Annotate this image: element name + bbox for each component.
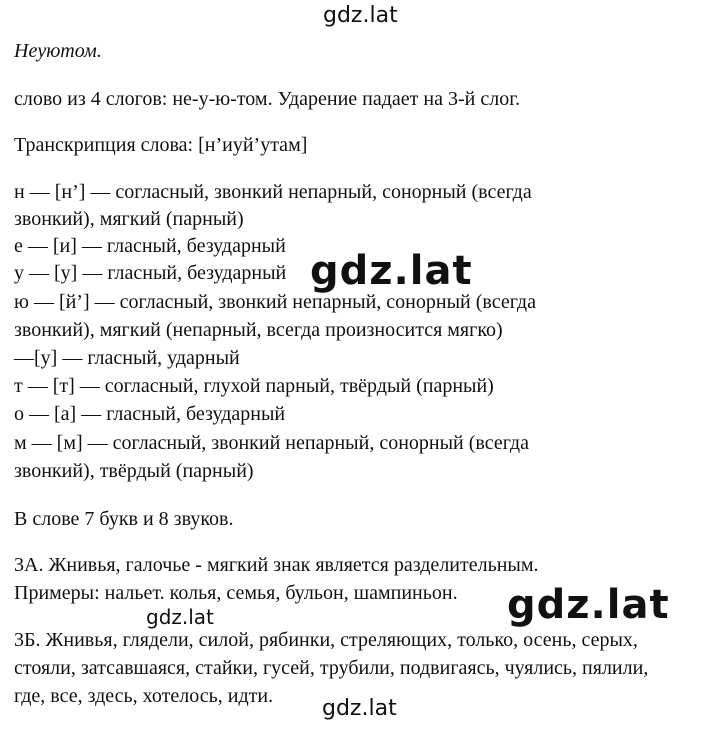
- sound-line: звонкий), мягкий (парный): [14, 208, 244, 230]
- sound-line: у — [у] — гласный, безударный: [14, 262, 287, 284]
- sound-line: ю — [й’] — согласный, звонкий непарный, сонорный (всегда: [14, 291, 536, 313]
- task-3a-line: 3А. Жнивья, галочье - мягкий знак является разделительным.: [14, 554, 539, 576]
- count-line: В слове 7 букв и 8 звуков.: [14, 508, 234, 530]
- watermark-middle: gdz.lat: [310, 248, 473, 294]
- watermark-right: gdz.lat: [507, 582, 670, 628]
- task-3b-line: 3Б. Жнивья, глядели, силой, рябинки, стреляющих, только, осень, серых,: [14, 629, 638, 651]
- task-3b-line: где, все, здесь, хотелось, идти.: [14, 685, 274, 707]
- watermark-top: gdz.lat: [323, 3, 398, 28]
- sound-line: —[у] — гласный, ударный: [14, 347, 240, 369]
- transcription-line: Транскрипция слова: [н’иуй’утам]: [14, 134, 308, 156]
- sound-line: е — [и] — гласный, безударный: [14, 235, 286, 257]
- sound-line: н — [н’] — согласный, звонкий непарный, сонорный (всегда: [14, 181, 532, 203]
- sound-line: м — [м] — согласный, звонкий непарный, сонорный (всегда: [14, 432, 529, 454]
- sound-line: т — [т] — согласный, глухой парный, твёрдый (парный): [14, 375, 494, 397]
- sound-line: о — [а] — гласный, безударный: [14, 403, 286, 425]
- sound-line: звонкий), мягкий (непарный, всегда произносится мягко): [14, 319, 503, 341]
- syllables-line: слово из 4 слогов: не-у-ю-том. Ударение падает на 3-й слог.: [14, 88, 521, 110]
- task-3a-line: Примеры: нальет. колья, семья, бульон, шампиньон.: [14, 582, 458, 604]
- word-title: Неуютом.: [14, 40, 102, 62]
- task-3b-line: стояли, затсавшаяся, стайки, гусей, трубили, подвигаясь, чуялись, пялили,: [14, 657, 649, 679]
- watermark-bottom: gdz.lat: [322, 696, 397, 721]
- watermark-small: gdz.lat: [146, 605, 214, 629]
- sound-line: звонкий), твёрдый (парный): [14, 460, 254, 482]
